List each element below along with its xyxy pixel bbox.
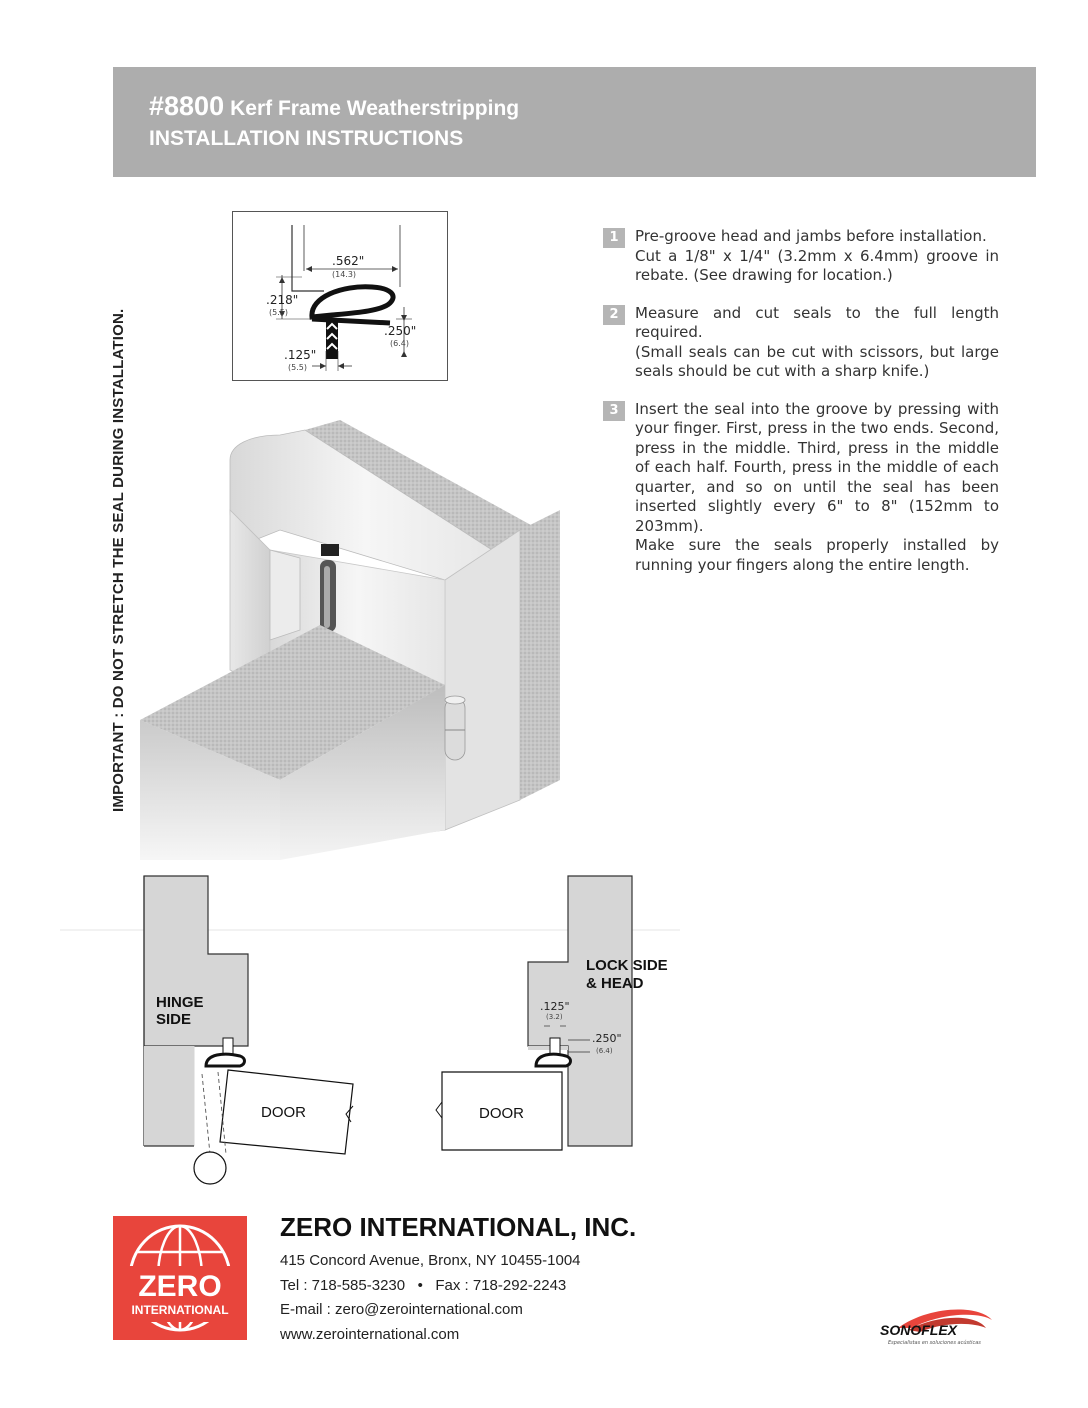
page-subtitle: INSTALLATION INSTRUCTIONS	[149, 127, 464, 150]
frame-isometric-illustration	[140, 400, 620, 860]
step-text: Pre-groove head and jambs before installation.	[635, 227, 987, 245]
sonoflex-logo	[868, 1300, 998, 1360]
hinge-label-line1: HINGE	[156, 994, 204, 1011]
company-email[interactable]: E-mail : zero@zerointernational.com	[280, 1301, 523, 1318]
lock-label-line1: LOCK SIDE	[586, 957, 668, 974]
lock-dim-stem-mm: (3.2)	[546, 1013, 563, 1021]
product-number: #8800	[149, 91, 225, 121]
dim-stem-mm: (5.5)	[288, 363, 307, 372]
step-number: 1	[603, 228, 625, 248]
step-text: (Small seals can be cut with scissors, but large seals should be cut with a sharp knife.)	[635, 342, 999, 380]
dim-stem-in: .125"	[284, 348, 317, 362]
lock-label-line2: & HEAD	[586, 975, 644, 992]
dim-depth-in: .250"	[384, 324, 417, 338]
step-text: Make sure the seals properly installed by running your fingers along the entire length.	[635, 536, 999, 574]
page-title	[149, 91, 519, 122]
sonoflex-tagline: Especialistas en soluciones acústicas	[888, 1340, 981, 1346]
stretch-warning: IMPORTANT : DO NOT STRETCH THE SEAL DURING INSTALLATION.	[110, 308, 127, 812]
company-name: ZERO INTERNATIONAL, INC.	[280, 1212, 637, 1242]
company-info	[280, 1212, 636, 1347]
company-website[interactable]: www.zerointernational.com	[280, 1325, 460, 1343]
dim-width-mm: (14.3)	[332, 270, 357, 279]
hinge-door-label: DOOR	[261, 1104, 306, 1121]
lock-door-label: DOOR	[479, 1105, 524, 1122]
lock-dim-depth-in: .250"	[592, 1032, 622, 1045]
dim-height-mm: (5.5)	[269, 308, 288, 317]
product-name: Kerf Frame Weatherstripping	[230, 97, 520, 120]
company-address: 415 Concord Avenue, Bronx, NY 10455-1004	[280, 1252, 581, 1269]
hinge-label-line2: SIDE	[156, 1011, 192, 1028]
header-band	[113, 67, 1036, 177]
step-text: Measure and cut seals to the full length required.	[635, 303, 999, 341]
dim-depth-mm: (6.4)	[390, 339, 409, 348]
installation-steps	[603, 227, 999, 593]
lock-dim-stem-in: .125"	[540, 1000, 570, 1013]
zero-international-logo	[113, 1216, 247, 1340]
logo-line1: ZERO	[138, 1270, 222, 1303]
dim-height-in: .218"	[266, 293, 299, 307]
lock-dim-depth-mm: (6.4)	[596, 1047, 613, 1055]
seal-profile-diagram	[232, 211, 448, 381]
company-phones: Tel : 718-585-3230 • Fax : 718-292-2243	[280, 1276, 567, 1294]
step-1	[603, 227, 999, 286]
sonoflex-name: SONOFLEX	[880, 1322, 958, 1338]
step-text: Cut a 1/8" x 1/4" (3.2mm x 6.4mm) groove in rebate. (See drawing for location.)	[635, 246, 999, 284]
step-2	[603, 304, 999, 382]
step-number: 2	[603, 305, 625, 325]
section-diagrams	[60, 870, 680, 1190]
step-number: 3	[603, 401, 625, 421]
dim-width-in: .562"	[332, 254, 365, 268]
logo-line2: INTERNATIONAL	[131, 1303, 229, 1317]
step-3	[603, 400, 999, 576]
step-text: Insert the seal into the groove by pressing with your finger. First, press in the two ends. Second, press in the middle. Third, press in the middle of each half. Fourth, press in the middle of each quarter, and so on until the seal has been inserted slightly every 6" to 8" (152mm to 203mm).	[635, 399, 999, 535]
